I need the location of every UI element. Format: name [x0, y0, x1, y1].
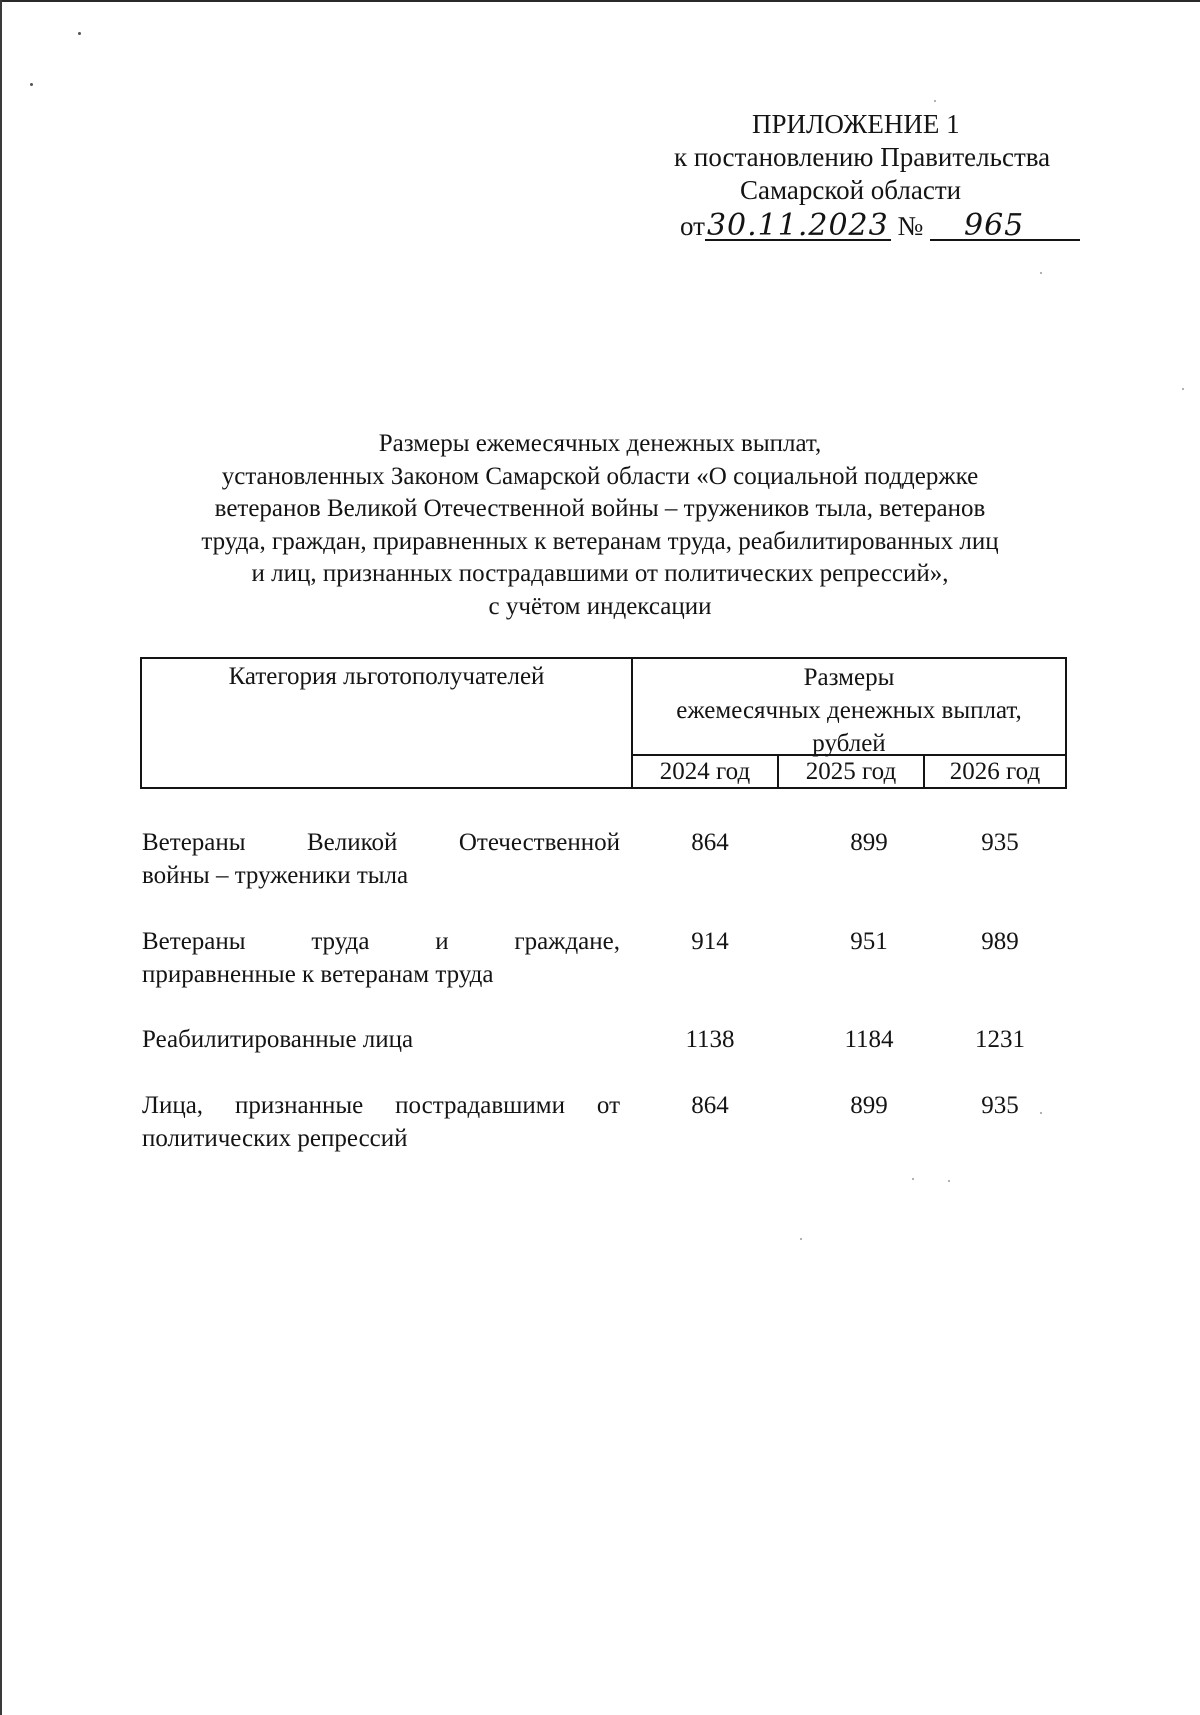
appendix-resolution-line: к постановлению Правительства: [674, 142, 1051, 172]
row-category-line: Лица, признанные пострадавшими от: [142, 1092, 620, 1119]
header-sizes-line: рублей: [812, 730, 886, 757]
header-year-2025: 2025 год: [779, 756, 925, 787]
number-prefix: №: [897, 211, 924, 241]
row-value-2026: 935: [981, 829, 1019, 856]
header-sizes-line: ежемесячных денежных выплат,: [676, 697, 1022, 724]
row-category: [142, 1089, 620, 1155]
title-line: и лиц, признанных пострадавшими от политических репрессий»,: [251, 560, 949, 587]
row-category-line: приравненные к ветеранам труда: [142, 961, 494, 988]
scan-speck: [934, 100, 936, 102]
scan-left-edge: [0, 0, 2, 1715]
title-line: Размеры ежемесячных денежных выплат,: [378, 430, 822, 457]
scan-speck: [78, 32, 81, 35]
header-sizes: [633, 659, 1065, 756]
header-sizes-line: Размеры: [803, 664, 895, 691]
scan-speck: [1040, 272, 1042, 274]
row-category: [142, 826, 620, 892]
appendix-heading: ПРИЛОЖЕНИЕ 1: [752, 109, 960, 139]
header-year-2024: 2024 год: [633, 756, 779, 787]
scan-speck: [912, 1178, 914, 1180]
row-value-2025: 899: [850, 1092, 888, 1119]
row-category-line: Реабилитированные лица: [142, 1026, 414, 1053]
scan-speck: [30, 83, 33, 86]
row-category: [142, 1023, 620, 1056]
row-value-2026: 1231: [975, 1026, 1025, 1053]
appendix-date-number-line: [680, 210, 1080, 243]
title-line: с учётом индексации: [488, 592, 712, 620]
row-value-2025: 1184: [844, 1026, 894, 1053]
row-category-line: Ветераны труда и граждане,: [142, 928, 620, 955]
row-value-2025: 951: [850, 928, 888, 955]
row-value-2024: 864: [691, 1092, 729, 1119]
scan-top-edge: [0, 0, 1200, 2]
header-year-2026: 2026 год: [949, 758, 1041, 785]
appendix-region-line: Самарской области: [740, 175, 962, 205]
row-category-line: Ветераны Великой Отечественной: [142, 829, 620, 856]
scan-speck: [948, 1180, 950, 1182]
row-category-line: войны – труженики тыла: [142, 862, 409, 889]
handwritten-number: 965: [930, 213, 1080, 241]
scan-speck: [800, 1238, 802, 1240]
document-title: [110, 428, 1090, 623]
row-value-2024: 914: [691, 928, 729, 955]
row-value-2026: 935: [981, 1092, 1019, 1119]
row-category: [142, 925, 620, 991]
table-header: [140, 657, 1067, 789]
row-value-2024: 864: [691, 829, 729, 856]
row-value-2025: 899: [850, 829, 888, 856]
row-value-2026: 989: [981, 928, 1019, 955]
row-value-2024: 1138: [685, 1026, 735, 1053]
handwritten-date: 30.11.2023: [706, 208, 889, 243]
row-category-line: политических репрессий: [142, 1125, 408, 1152]
date-prefix: от: [680, 211, 705, 241]
header-category: Категория льготополучателей: [142, 659, 633, 787]
title-line: установленных Законом Самарской области «О социальной поддержке: [221, 462, 979, 490]
title-line: ветеранов Великой Отечественной войны – тружеников тыла, ветеранов: [214, 495, 986, 522]
scan-speck: [1182, 388, 1184, 390]
title-line: труда, граждан, приравненных к ветеранам труда, реабилитированных лиц: [201, 527, 999, 555]
